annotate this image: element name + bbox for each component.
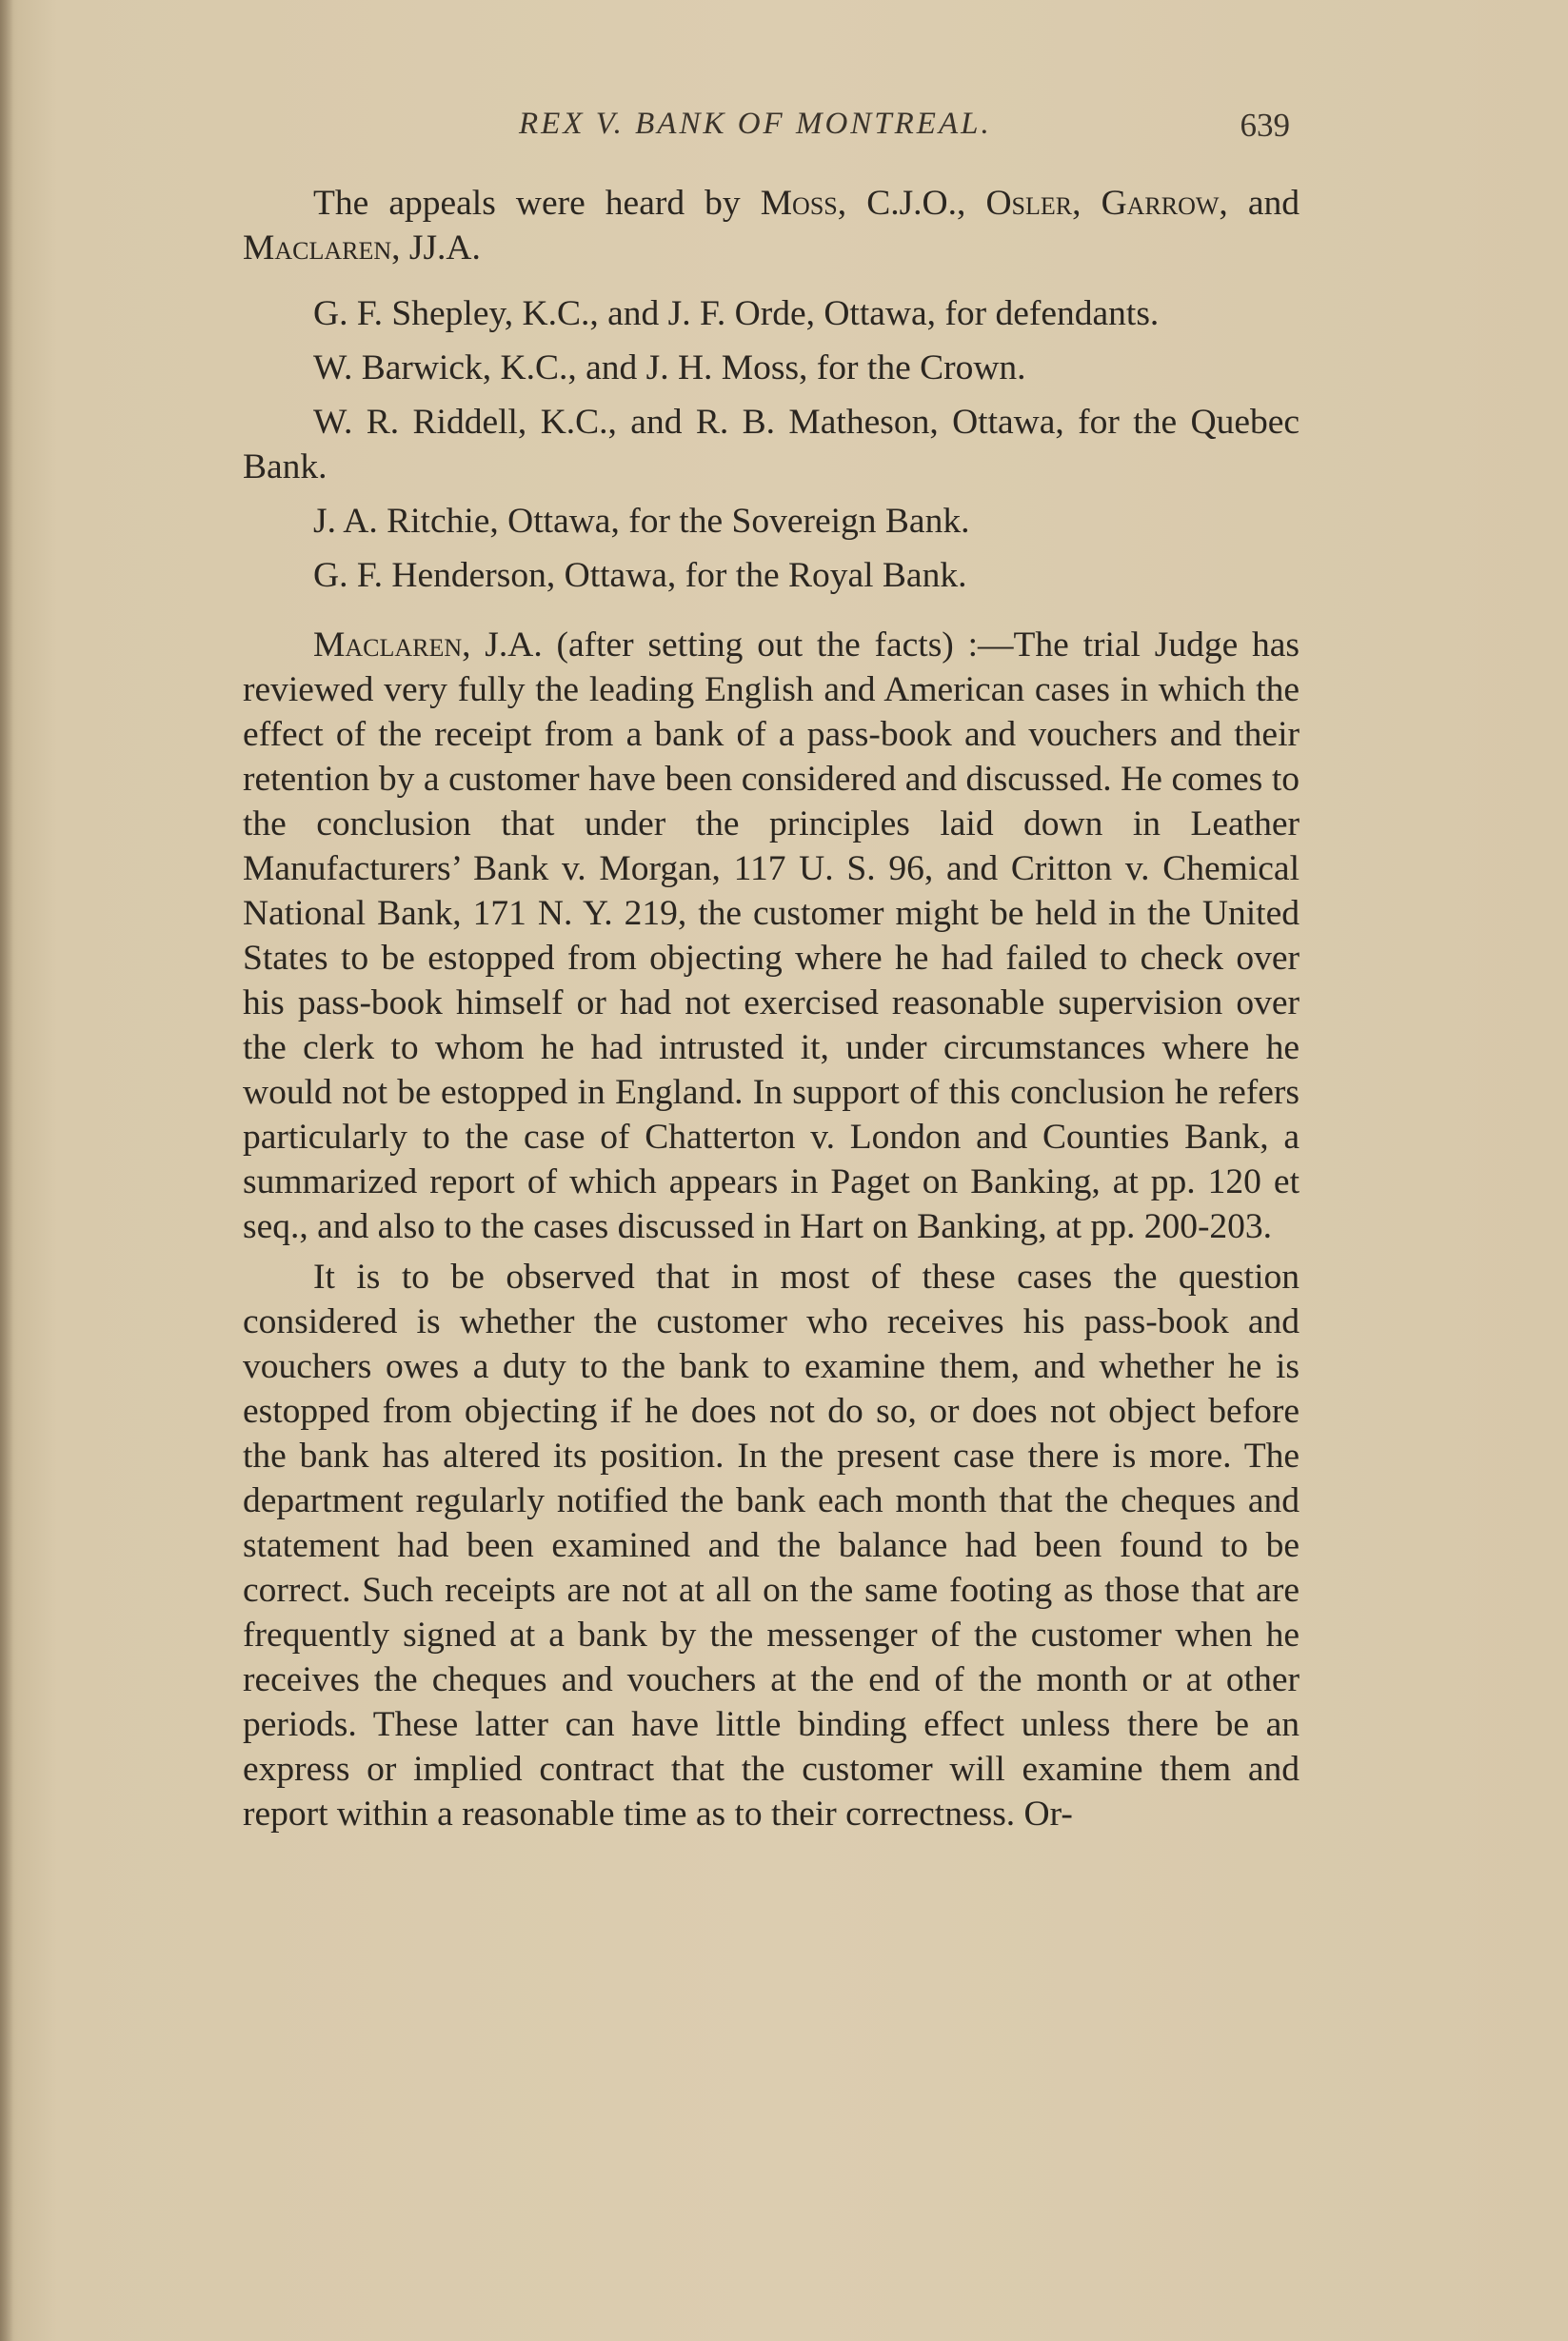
opinion-judge: Maclaren bbox=[313, 625, 463, 665]
appeal-heard-sep2: , bbox=[1072, 184, 1102, 223]
opinion bbox=[243, 623, 1300, 1836]
judge-name-moss: Moss bbox=[760, 184, 838, 223]
opinion-paragraph-1 bbox=[243, 623, 1300, 1249]
binding-shadow bbox=[0, 0, 13, 2341]
opinion-paragraph-2: It is to be observed that in most of these cases the question considered is whether the customer who receives his pass-book and vouchers owes a duty to the bank to examine them, and whether he is estopped from objecting if he does not do so, or does not object before the bank has altered its position. In the present case there is more. The department regularly notified the bank each month that the cheques and statement had been examined and the balance had been found to be correct. Such receipts are not at all on the same footing as those that are frequently signed at a bank by the messenger of the customer when he receives the cheques and vouchers at the end of the month or at other periods. These latter can have little binding effect unless there be an express or implied contract that the customer will examine them and report within a reasonable time as to their correctness. Or- bbox=[243, 1258, 1300, 1834]
counsel-list bbox=[243, 291, 1300, 598]
appeal-heard-sep3: , and bbox=[1219, 184, 1300, 223]
page-body bbox=[243, 181, 1300, 1842]
opinion-paragraph-1-text: , J.A. (after setting out the facts) :—The trial Judge has reviewed very fully the leading English and American cases in which the effect of the receipt from a bank of a pass-book and vouchers and their retention by a customer have been considered and discussed. He comes to the conclusion that under the principles laid down in Leather Manufacturers’ Bank v. Morgan, 117 U. S. 96, and Critton v. Chemical National Bank, 171 N. Y. 219, the customer might be held in the United States to be estopped from objecting where he had failed to check over his pass-book himself or had not exercised reasonable supervision over the clerk to whom he had intrusted it, under circumstances where he would not be estopped in England. In support of this conclusion he refers particularly to the case of Chatterton v. London and Counties Bank, a summarized report of which appears in Paget on Banking, at pp. 120 et seq., and also to the cases discussed in Hart on Banking, at pp. 200-203. bbox=[243, 625, 1300, 1246]
page-header bbox=[243, 107, 1300, 154]
counsel-royal-bank: G. F. Henderson, Ottawa, for the Royal Bank. bbox=[313, 556, 967, 595]
counsel-sovereign-bank: J. A. Ritchie, Ottawa, for the Sovereign Bank. bbox=[313, 502, 970, 541]
appeal-heard-sep1: , C.J.O., bbox=[837, 184, 986, 223]
page-number: 639 bbox=[1240, 107, 1290, 144]
judge-name-maclaren: Maclaren bbox=[243, 228, 392, 268]
appeal-heard-tail: , JJ.A. bbox=[391, 228, 481, 268]
running-title: REX V. BANK OF MONTREAL. bbox=[519, 107, 992, 141]
counsel-crown: W. Barwick, K.C., and J. H. Moss, for the Crown. bbox=[313, 348, 1026, 387]
counsel-quebec-bank: W. R. Riddell, K.C., and R. B. Matheson, Ottawa, for the Quebec Bank. bbox=[243, 403, 1300, 486]
counsel-defendants: G. F. Shepley, K.C., and J. F. Orde, Ottawa, for defendants. bbox=[313, 294, 1160, 333]
judge-name-osler: Osler bbox=[985, 184, 1073, 223]
judge-name-garrow: Garrow bbox=[1101, 184, 1220, 223]
appeal-heard-paragraph bbox=[243, 181, 1300, 270]
appeal-heard-lead: The appeals were heard by bbox=[313, 184, 761, 223]
